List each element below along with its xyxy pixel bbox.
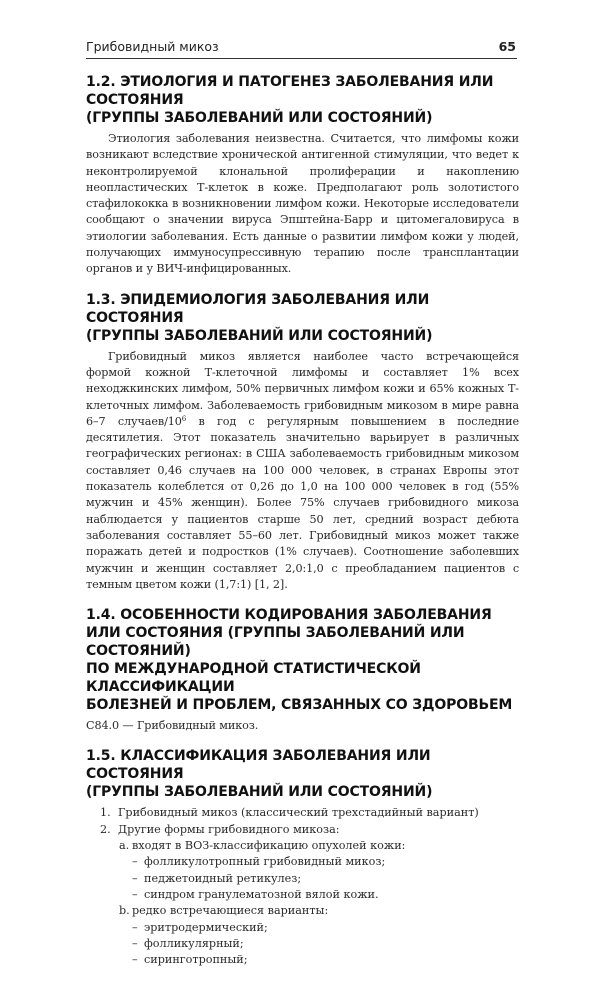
section-heading: 1.4. ОСОБЕННОСТИ КОДИРОВАНИЯ ЗАБОЛЕВАНИЯ ИЛИ СОСТОЯНИЯ (ГРУППЫ ЗАБОЛЕВАНИЙ ИЛИ СОСТОЯНИЙ) ПО МЕЖДУНАРОДНОЙ СТАТИСТИЧЕСКОЙ КЛАССИФИКАЦИИ БОЛЕЗНЕЙ И ПРОБЛЕМ, СВЯЗАННЫХ СО ЗДОРОВЬЕМ <box>86 607 513 714</box>
running-title: Грибовидный микоз <box>86 39 219 54</box>
running-header <box>86 39 516 54</box>
section-paragraph: Грибовидный микоз является наиболее часто встречающейся формой кожной Т-клеточной лимфомы и составляет 1% всех неходжкинских лимфом, 50% первичных лимфом кожи и 65% кожных Т-клеточных лимфом. Заболеваемость грибовидным микозом в мире равна 6–7 случаев/$10^6$ в год с регулярным повышением в последние десятилетия. Этот показатель значительно варьирует в различных географических регионах: в США заболеваемость грибовидным микозом составляет 0,46 случаев на 100 000 человек, в странах Европы этот показатель колеблется от 0,26 до 1,0 на 100 000 человек в год (55% мужчин и 45% женщин). Более 75% случаев грибовидного микоза наблюдается у пациентов старше 50 лет, средний возраст дебюта заболевания составляет 55–60 лет. Грибовидный микоз может также поражать детей и подростков (1% случаев). Соотношение заболевших мужчин и женщин составляет 2,0:1,0 с преобладанием пациентов с темным цветом кожи (1,7:1) [1, 2]. <box>86 349 519 591</box>
list-item: 1. Грибовидный микоз (классический трехстадийный вариант) <box>100 806 479 820</box>
section-1-3 <box>86 291 519 593</box>
icd-code: С84.0 — Грибовидный микоз. <box>86 719 259 733</box>
list-dash-item: – синдром гранулематозной вялой кожи. <box>132 887 379 901</box>
page-number: 65 <box>498 39 516 54</box>
list-subitem: b. редко встречающиеся варианты: <box>119 904 329 918</box>
list-dash-item: – фолликулотропный грибовидный микоз; <box>132 855 386 869</box>
section-heading: 1.3. ЭПИДЕМИОЛОГИЯ ЗАБОЛЕВАНИЯ ИЛИ СОСТОЯНИЯ (ГРУППЫ ЗАБОЛЕВАНИЙ ИЛИ СОСТОЯНИЙ) <box>86 291 433 344</box>
list-item: 2. Другие формы грибовидного микоза: <box>100 822 340 836</box>
list-dash-item: – сиринготропный; <box>132 953 248 967</box>
list-subitem: a. входят в ВОЗ-классификацию опухолей кожи: <box>119 839 406 853</box>
list-dash-item: – педжетоидный ретикулез; <box>132 871 302 885</box>
section-1-4 <box>86 606 519 734</box>
section-heading: 1.2. ЭТИОЛОГИЯ И ПАТОГЕНЕЗ ЗАБОЛЕВАНИЯ ИЛИ СОСТОЯНИЯ (ГРУППЫ ЗАБОЛЕВАНИЙ ИЛИ СОСТОЯНИЙ) <box>86 74 494 126</box>
list-dash-item: – фолликулярный; <box>132 936 244 950</box>
page-content <box>86 73 519 981</box>
section-1-5 <box>86 747 519 968</box>
section-paragraph: Этиология заболевания неизвестна. Считается, что лимфомы кожи возникают вследствие хронической антигенной стимуляции, что ведет к неконтролируемой клональной пролиферации и накоплению неопластических Т-клеток в коже. Предполагают роль золотистого стафилококка в возникновении лимфом кожи. Некоторые исследователи сообщают о значении вируса Эпштейна-Барр и цитомегаловируса в этиологии заболевания. Есть данные о развитии лимфом кожи у людей, получающих иммуносупрессивную терапию после трансплантации органов и у ВИЧ-инфицированных. <box>86 132 519 276</box>
section-heading: 1.5. КЛАССИФИКАЦИЯ ЗАБОЛЕВАНИЯ ИЛИ СОСТОЯНИЯ (ГРУППЫ ЗАБОЛЕВАНИЙ ИЛИ СОСТОЯНИЙ) <box>86 748 433 801</box>
classification-list <box>86 805 519 968</box>
section-1-2 <box>86 73 519 278</box>
list-dash-item: – эритродермический; <box>132 920 268 934</box>
header-rule <box>86 58 517 59</box>
